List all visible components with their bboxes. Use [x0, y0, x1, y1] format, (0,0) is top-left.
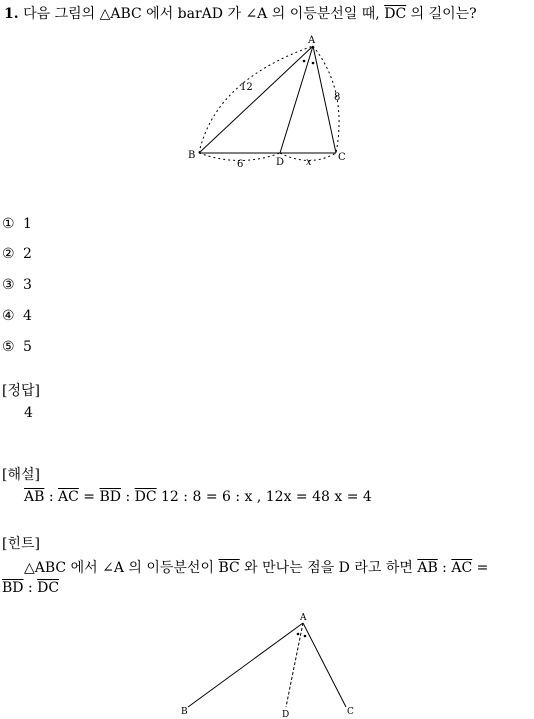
- answer-value: 4: [24, 405, 33, 421]
- option-value: 5: [23, 339, 32, 355]
- exp-seg-ab: $\overline{AB}$: [24, 489, 45, 505]
- hint-seg-bc: $\overline{BC}$: [218, 560, 240, 576]
- explanation-body: [24, 489, 372, 505]
- exp-eq: =: [78, 489, 100, 505]
- hint-text-a: △ABC 에서 ∠A 의 이등분선이: [24, 560, 214, 576]
- hint-seg-dc: $\overline{DC}$: [37, 580, 60, 596]
- option-value: 4: [23, 308, 32, 324]
- exp-colon2: :: [121, 489, 135, 505]
- exp-colon1: :: [44, 489, 59, 505]
- hint-seg-bd: $\overline{BD}$: [2, 580, 24, 596]
- question-text-part2: 의 길이는?: [410, 6, 477, 22]
- option-marker: ①: [2, 216, 15, 232]
- question-text-part1: 다음 그림의 △ABC 에서 barAD 가 ∠A 의 이등분선일 때,: [23, 6, 380, 22]
- fig2-label-d: D: [282, 710, 290, 719]
- hint-seg-ab: $\overline{AB}$: [417, 560, 438, 576]
- option-marker: ④: [2, 308, 15, 324]
- triangle-figure-1: [0, 0, 534, 200]
- triangle-figure-2: [0, 600, 534, 719]
- option-5[interactable]: [2, 339, 32, 355]
- exp-seg-dc: $\overline{DC}$: [134, 489, 157, 505]
- question-number: 1.: [4, 6, 19, 22]
- fig1-label-a: A: [308, 35, 316, 46]
- exp-seg-ac: $\overline{AC}$: [58, 489, 79, 505]
- fig2-label-b: B: [181, 707, 188, 717]
- fig1-label-d: D: [276, 157, 285, 168]
- hint-eq: =: [472, 560, 489, 576]
- exp-rest: 12 : 8 = 6 : x , 12x = 48 x = 4: [156, 489, 372, 505]
- question-segment-dc: $\overline{DC}$: [384, 6, 407, 22]
- fig2-label-c: C: [347, 707, 354, 717]
- hint-line1: [24, 557, 488, 577]
- option-2[interactable]: [2, 246, 32, 262]
- answer-heading: [정답]: [2, 383, 40, 399]
- fig1-label-b: B: [188, 150, 196, 161]
- option-4[interactable]: [2, 308, 32, 324]
- option-1[interactable]: [2, 216, 32, 232]
- option-value: 3: [23, 277, 32, 293]
- option-value: 1: [23, 216, 32, 232]
- option-marker: ③: [2, 277, 15, 293]
- fig1-label-bd: 6: [237, 159, 244, 170]
- hint-line2: [2, 580, 59, 596]
- fig1-label-c: C: [338, 152, 346, 163]
- fig1-label-ab: 12: [240, 82, 253, 93]
- fig1-label-dc: x: [306, 157, 312, 168]
- option-marker: ②: [2, 246, 15, 262]
- hint-seg-ac: $\overline{AC}$: [451, 560, 473, 576]
- hint-colon2: :: [23, 580, 38, 596]
- option-3[interactable]: [2, 277, 32, 293]
- hint-text-b: 와 만나는 점을 D 라고 하면: [244, 560, 413, 576]
- fig2-label-a: A: [300, 613, 307, 623]
- hint-heading: [힌트]: [2, 536, 40, 552]
- explanation-heading: [해설]: [2, 467, 40, 483]
- exp-seg-bd: $\overline{BD}$: [99, 489, 122, 505]
- option-marker: ⑤: [2, 339, 15, 355]
- hint-colon: :: [437, 560, 452, 576]
- fig1-label-ac: 8: [334, 92, 341, 103]
- option-value: 2: [23, 246, 32, 262]
